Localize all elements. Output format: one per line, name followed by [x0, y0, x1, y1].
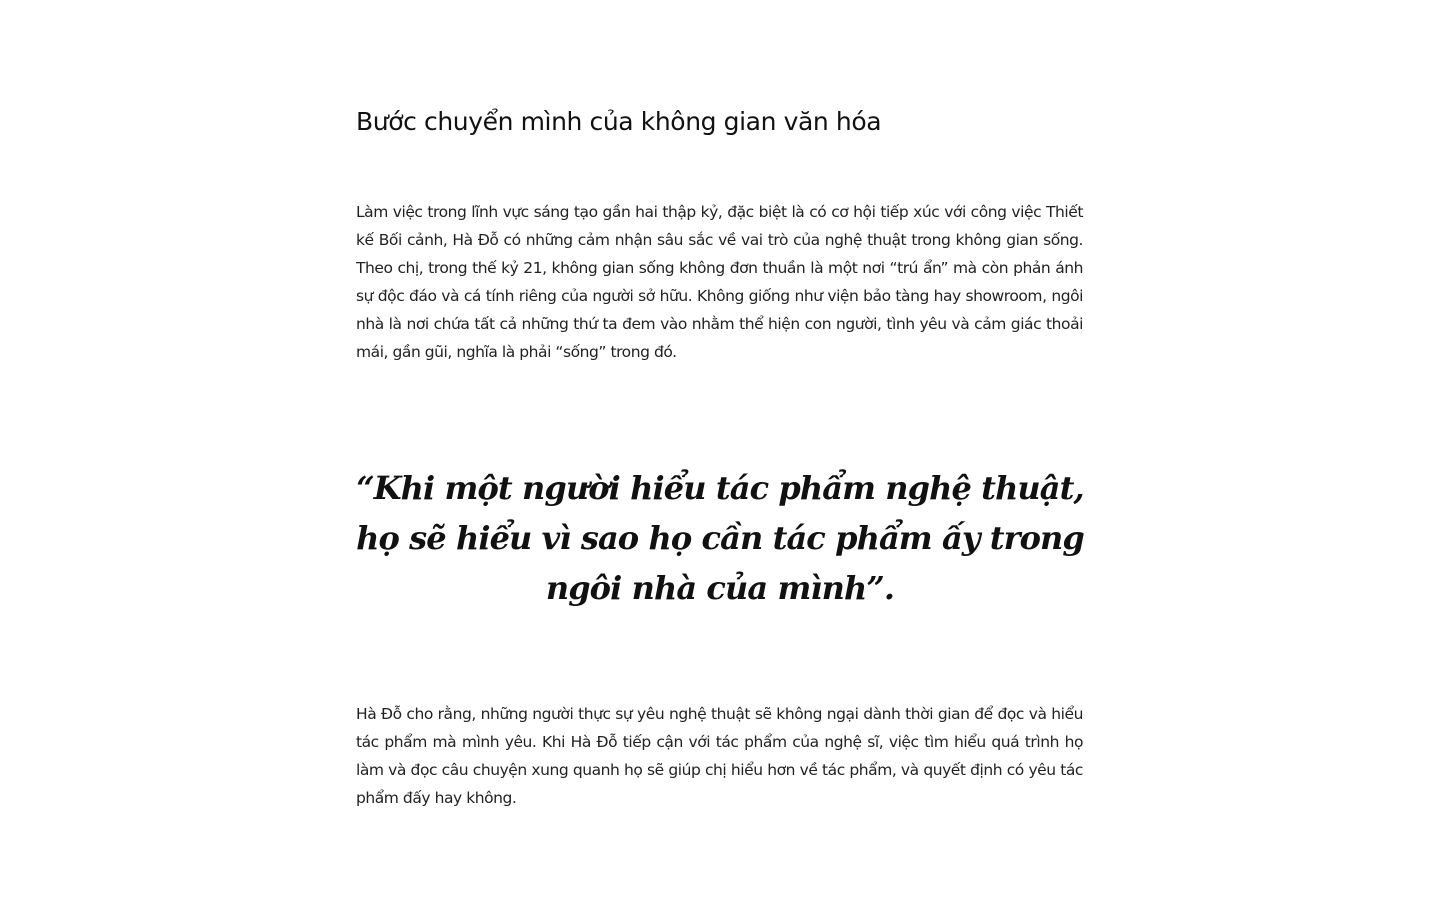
section-heading: Bước chuyển mình của không gian văn hóa: [356, 107, 882, 136]
article-paragraph-2: Hà Đỗ cho rằng, những người thực sự yêu nghệ thuật sẽ không ngại dành thời gian để đọc và hiểu tác phẩm mà mình yêu. Khi Hà Đỗ tiếp cận với tác phẩm của nghệ sĩ, việc tìm hiểu quá trình họ làm và đọc câu chuyện xung quanh họ sẽ giúp chị hiểu hơn về tác phẩm, và quyết định có yêu tác phẩm đấy hay không.: [356, 705, 1083, 807]
pull-quote: “Khi một người hiểu tác phẩm nghệ thuật, họ sẽ hiểu vì sao họ cần tác phẩm ấy trong ngôi nhà của mình”.: [356, 469, 1084, 607]
article-paragraph-1: Làm việc trong lĩnh vực sáng tạo gần hai thập kỷ, đặc biệt là có cơ hội tiếp xúc với công việc Thiết kế Bối cảnh, Hà Đỗ có những cảm nhận sâu sắc về vai trò của nghệ thuật trong không gian sống. Theo chị, trong thế kỷ 21, không gian sống không đơn thuần là một nơi “trú ẩn” mà còn phản ánh sự độc đáo và cá tính riêng của người sở hữu. Không giống như viện bảo tàng hay showroom, ngôi nhà là nơi chứa tất cả những thứ ta đem vào nhằm thể hiện con người, tình yêu và cảm giác thoải mái, gần gũi, nghĩa là phải “sống” trong đó.: [356, 203, 1083, 361]
